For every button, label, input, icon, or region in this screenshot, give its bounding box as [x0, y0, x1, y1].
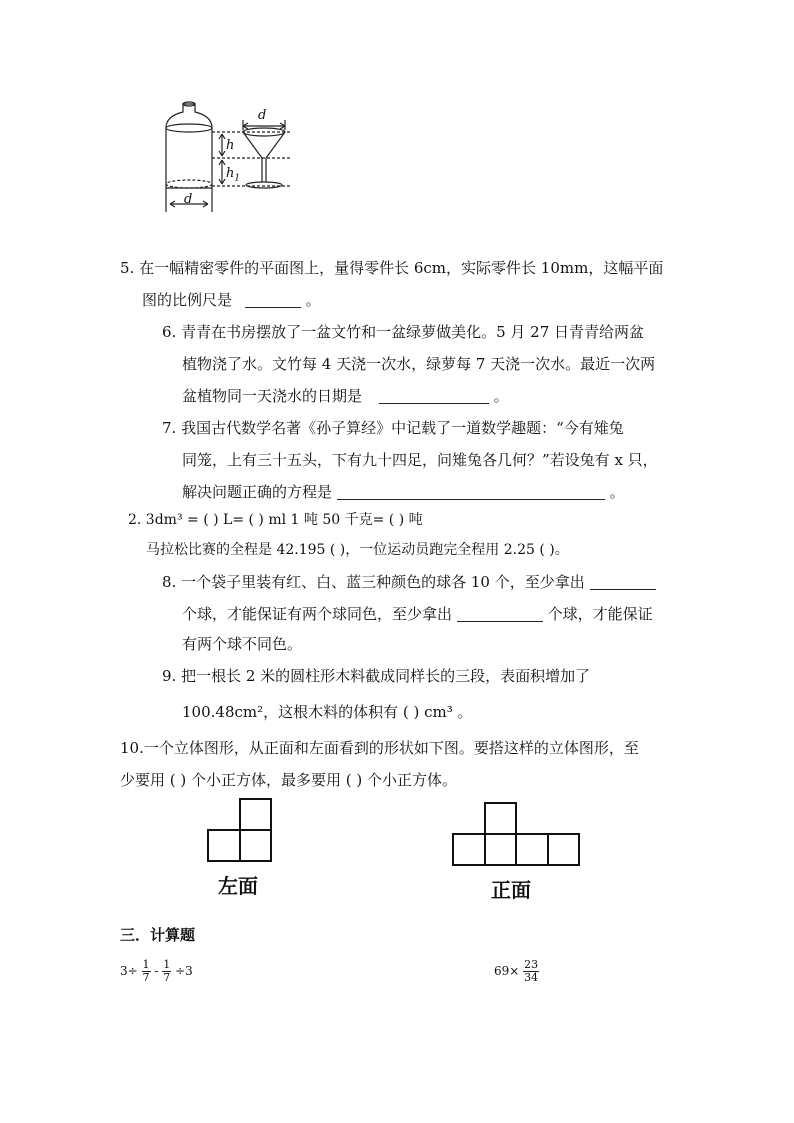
height-h-label: h	[226, 138, 235, 153]
question-10-line-2: 少要用 ( ) 个小正方体，最多要用 ( ) 个小正方体。	[120, 771, 458, 789]
front-view-caption: 正面	[491, 878, 531, 902]
question-7-line-2: 同笼，上有三十五头，下有九十四足，问雉兔各几何？”若设兔有 x 只，	[182, 451, 658, 469]
calc-expression-2: 69× $\frac{23}{34}$	[494, 958, 539, 984]
question-8-prompt-3: 个球，才能保证	[547, 605, 653, 623]
front-view-cube-4	[548, 834, 579, 865]
funnel-diameter-label: d	[258, 108, 267, 123]
front-view-cube-1	[453, 834, 485, 865]
question-5-line-1: 5. 在一幅精密零件的平面图上，量得零件长 6cm，实际零件长 10mm，这幅平面	[120, 259, 664, 277]
question-7-prompt: 解决问题正确的方程是	[182, 483, 333, 501]
question-5-line-2	[142, 290, 321, 310]
fraction-23-34: $\frac{23}{34}$	[524, 958, 539, 984]
left-view-cube-bottom-left	[208, 830, 240, 861]
question-10-line-1: 10.一个立体图形，从正面和左面看到的形状如下图。要搭这样的立体图形，至	[120, 739, 639, 757]
question-8-prompt-1: 8. 一个袋子里装有红、白、蓝三种颜色的球各 10 个，至少拿出	[162, 573, 585, 591]
question-8-prompt-2: 个球，才能保证有两个球同色，至少拿出	[182, 605, 453, 623]
left-view-cube-bottom-right	[240, 830, 271, 861]
question-7-line-1: 7. 我国古代数学名著《孙子算经》中记载了一道数学趣题：“今有雉兔	[162, 419, 624, 437]
bottle-funnel-drawing	[0, 0, 794, 230]
question-6-line-2: 植物浇了水。文竹每 4 天浇一次水，绿萝每 7 天浇一次水。最近一次两	[182, 355, 656, 373]
front-view-cube-2	[485, 834, 516, 865]
question-9-line-2: 100.48cm²，这根木料的体积有 ( ) cm³ 。	[182, 703, 473, 721]
question-8-answer-blank-1[interactable]	[590, 573, 656, 590]
question-6-answer-blank[interactable]	[379, 387, 489, 404]
height-h1-label: $h_1$	[226, 166, 241, 184]
left-view-caption: 左面	[218, 874, 258, 898]
question-9-line-1: 9. 把一根长 2 米的圆柱形木料截成同样长的三段，表面积增加了	[162, 667, 591, 685]
calc-expression-1: 3÷ $\frac{1}{7}$ - $\frac{1}{7}$ ÷3	[120, 958, 193, 984]
question-8-answer-blank-2[interactable]	[457, 605, 543, 622]
question-6-prompt: 盆植物同一天浇水的日期是	[182, 387, 363, 405]
fraction-one-seventh-b: $\frac{1}{7}$	[163, 958, 171, 984]
left-view-cube-top	[240, 799, 271, 830]
section-3-title: 三．计算题	[120, 926, 196, 944]
question-7-answer-blank[interactable]	[337, 483, 605, 500]
question-2-unit-conversion: 2. 3dm³ = ( ) L= ( ) ml 1 吨 50 千克= ( ) 吨	[128, 512, 423, 528]
question-6-period: 。	[493, 387, 509, 405]
question-5-period: 。	[305, 291, 321, 309]
fraction-one-seventh-a: $\frac{1}{7}$	[142, 958, 150, 984]
question-8-line-2	[182, 604, 653, 624]
question-7-period: 。	[609, 483, 625, 501]
question-6-line-3	[182, 386, 509, 406]
front-view-cube-3	[516, 834, 548, 865]
question-5-prompt: 图的比例尺是	[142, 291, 233, 309]
question-8-line-1	[162, 572, 656, 592]
question-6-line-1: 6. 青青在书房摆放了一盆文竹和一盆绿萝做美化。5 月 27 日青青给两盆	[162, 323, 645, 341]
question-8-line-3: 有两个球不同色。	[182, 635, 303, 653]
front-view-cube-top	[485, 803, 516, 834]
bottle-diameter-label: d	[184, 192, 193, 207]
marathon-question: 马拉松比赛的全程是 42.195 ( )，一位运动员跑完全程用 2.25 ( )。	[146, 542, 569, 558]
question-7-line-3	[182, 482, 625, 502]
question-5-answer-blank[interactable]	[245, 291, 301, 308]
